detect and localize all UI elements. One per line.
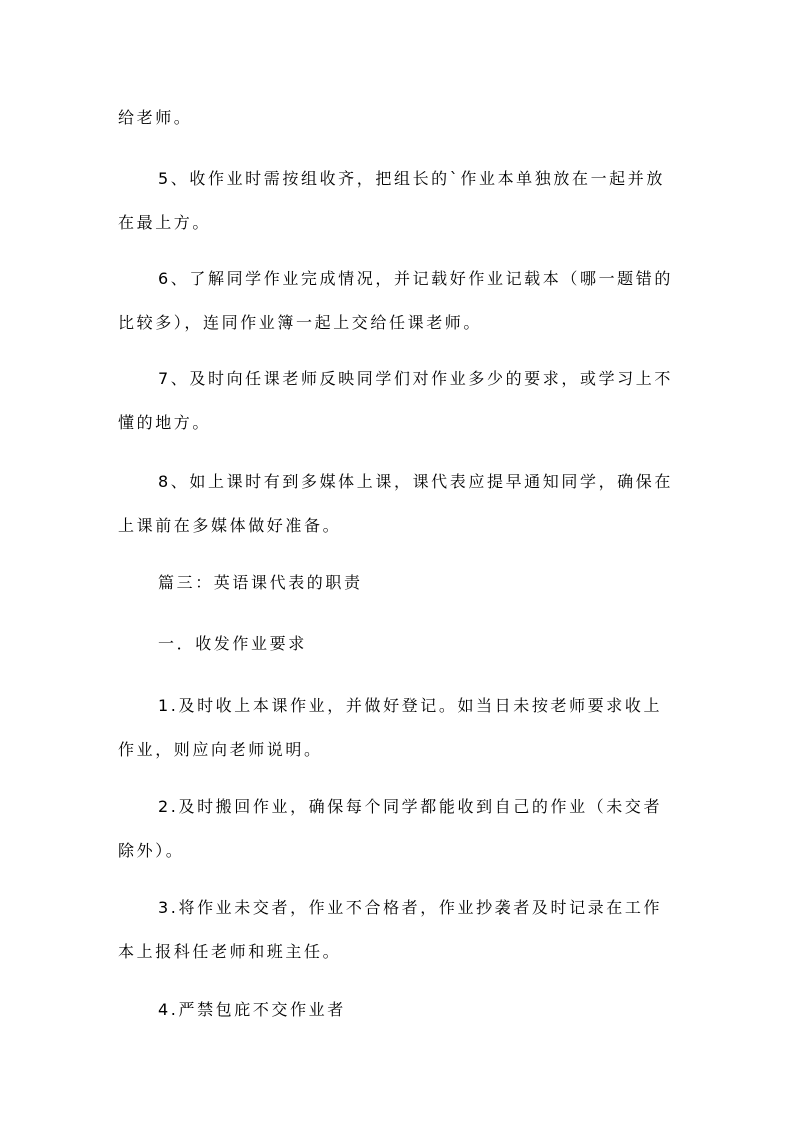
paragraph-continuation: 给老师。 — [118, 108, 193, 127]
paragraph-rule-1: 1.及时收上本课作业，并做好登记。如当日未按老师要求收上作业，则应向老师说明。 — [118, 696, 663, 759]
paragraph-rule-3: 3.将作业未交者，作业不合格者，作业抄袭者及时记录在工作本上报科任老师和班主任。 — [118, 898, 663, 961]
paragraph-rule-2: 2.及时搬回作业，确保每个同学都能收到自己的作业（未交者除外）。 — [118, 797, 663, 860]
paragraph-rule-4: 4.严禁包庇不交作业者 — [158, 1000, 346, 1019]
section-heading: 篇三：英语课代表的职责 — [158, 573, 363, 592]
paragraph-item-7: 7、及时向任课老师反映同学们对作业多少的要求，或学习上不懂的地方。 — [118, 369, 673, 432]
paragraph-item-5: 5、收作业时需按组收齐，把组长的`作业本单独放在一起并放在最上方。 — [118, 169, 665, 232]
paragraph-item-6: 6、了解同学作业完成情况，并记载好作业记载本（哪一题错的比较多），连同作业簿一起上交给任课老师。 — [118, 269, 673, 332]
subsection-heading: 一．收发作业要求 — [158, 634, 307, 653]
paragraph-item-8: 8、如上课时有到多媒体上课，课代表应提早通知同学，确保在上课前在多媒体做好准备。 — [118, 472, 673, 535]
